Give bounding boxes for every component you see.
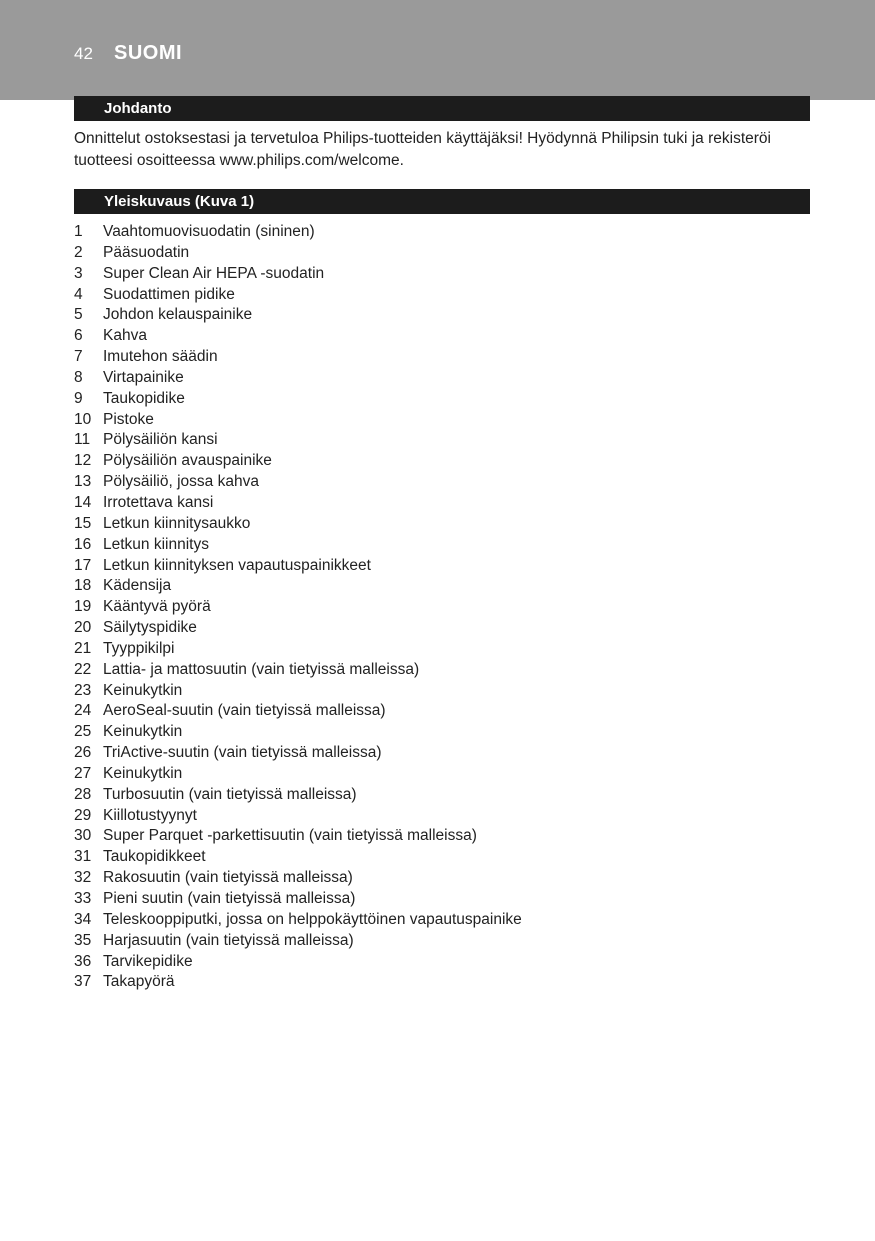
list-item-label: Pääsuodatin <box>103 243 190 261</box>
list-item-label: Taukopidike <box>103 389 185 407</box>
list-item <box>74 972 814 993</box>
list-item <box>74 305 814 326</box>
page-number: 42 <box>74 44 93 63</box>
list-item-number: 19 <box>74 598 92 616</box>
list-item-label: Lattia- ja mattosuutin (vain tietyissä malleissa) <box>103 660 420 678</box>
list-item-number: 11 <box>74 431 91 449</box>
list-item <box>74 701 814 722</box>
list-item-number: 6 <box>74 327 83 345</box>
list-item <box>74 639 814 660</box>
list-item-label: Johdon kelauspainike <box>103 306 253 324</box>
list-item <box>74 931 814 952</box>
list-item <box>74 743 814 764</box>
list-item-number: 30 <box>74 827 92 845</box>
list-item-label: Turbosuutin (vain tietyissä malleissa) <box>103 785 357 803</box>
list-item <box>74 472 814 493</box>
list-item-label: Irrotettava kansi <box>103 493 214 511</box>
list-item-label: Rakosuutin (vain tietyissä malleissa) <box>103 869 353 887</box>
list-item <box>74 764 814 785</box>
list-item <box>74 493 814 514</box>
list-item-label: Letkun kiinnitys <box>103 535 209 553</box>
list-item-number: 12 <box>74 452 92 470</box>
list-item-number: 13 <box>74 473 92 491</box>
list-item-number: 7 <box>74 348 83 366</box>
list-item-number: 35 <box>74 931 92 949</box>
list-item-number: 14 <box>74 493 92 511</box>
list-item <box>74 430 814 451</box>
list-item-number: 23 <box>74 681 92 699</box>
list-item-label: Kiillotustyynyt <box>103 806 197 824</box>
list-item <box>74 889 814 910</box>
list-item <box>74 535 814 556</box>
list-item <box>74 847 814 868</box>
list-item <box>74 347 814 368</box>
parts-list <box>74 222 814 993</box>
list-item-number: 24 <box>74 702 92 720</box>
list-item-number: 2 <box>74 243 83 261</box>
list-item <box>74 326 814 347</box>
list-item-label: Kääntyvä pyörä <box>103 598 211 616</box>
list-item <box>74 910 814 931</box>
section-heading-intro: Johdanto <box>74 96 810 121</box>
list-item-number: 27 <box>74 764 92 782</box>
list-item-number: 1 <box>74 223 83 240</box>
list-item-number: 26 <box>74 744 92 762</box>
list-item-number: 18 <box>74 577 92 595</box>
list-item-label: Super Clean Air HEPA -suodatin <box>103 264 325 282</box>
list-item-label: Taukopidikkeet <box>103 848 206 866</box>
list-item-number: 32 <box>74 869 92 887</box>
list-item <box>74 576 814 597</box>
list-item-label: TriActive-suutin (vain tietyissä malleissa) <box>103 744 382 762</box>
list-item-number: 22 <box>74 660 92 678</box>
list-item-label: AeroSeal-suutin (vain tietyissä malleissa) <box>103 702 386 720</box>
list-item-label: Pieni suutin (vain tietyissä malleissa) <box>103 890 356 907</box>
list-item-label: Pölysäiliön kansi <box>103 431 218 449</box>
list-item-label: Pistoke <box>103 410 154 428</box>
list-item-number: 3 <box>74 264 83 282</box>
list-item <box>74 868 814 889</box>
list-item <box>74 389 814 410</box>
list-item-label: Teleskooppiputki, jossa on helppokäyttöinen vapautuspainike <box>103 910 522 928</box>
list-item-number: 34 <box>74 910 92 928</box>
list-item-label: Kahva <box>103 327 147 345</box>
list-item-number: 9 <box>74 389 83 407</box>
list-item <box>74 451 814 472</box>
list-item <box>74 368 814 389</box>
list-item-label: Virtapainike <box>103 368 184 386</box>
list-item-label: Harjasuutin (vain tietyissä malleissa) <box>103 931 354 949</box>
list-item <box>74 952 814 973</box>
list-item-number: 5 <box>74 306 83 324</box>
list-item-number: 37 <box>74 973 92 991</box>
list-item-label: Keinukytkin <box>103 723 183 741</box>
list-item <box>74 514 814 535</box>
list-item <box>74 618 814 639</box>
list-item-label: Letkun kiinnityksen vapautuspainikkeet <box>103 556 371 574</box>
list-item-number: 10 <box>74 410 92 428</box>
list-item <box>74 264 814 285</box>
intro-paragraph: Onnittelut ostoksestasi ja tervetuloa Philips-tuotteiden käyttäjäksi! Hyödynnä Philipsin tuki ja rekisteröi tuotteesi osoitteessa www.philips.com/welcome. <box>74 130 771 169</box>
list-item-number: 33 <box>74 890 92 907</box>
list-item <box>74 285 814 306</box>
list-item-number: 17 <box>74 556 92 574</box>
list-item-number: 8 <box>74 368 83 386</box>
list-item-number: 28 <box>74 785 92 803</box>
list-item-number: 25 <box>74 723 92 741</box>
list-item-number: 31 <box>74 848 92 866</box>
language-title: SUOMI <box>114 42 183 64</box>
list-item-number: 20 <box>74 619 92 637</box>
list-item <box>74 722 814 743</box>
list-item-label: Säilytyspidike <box>103 619 197 637</box>
list-item-label: Tarvikepidike <box>103 952 193 970</box>
list-item <box>74 681 814 702</box>
list-item <box>74 660 814 681</box>
list-item <box>74 556 814 577</box>
list-item-label: Vaahtomuovisuodatin (sininen) <box>103 223 315 240</box>
list-item <box>74 806 814 827</box>
list-item-number: 15 <box>74 514 92 532</box>
list-item-label: Suodattimen pidike <box>103 285 235 303</box>
page-header-band <box>0 0 875 100</box>
list-item-label: Letkun kiinnitysaukko <box>103 514 251 532</box>
list-item-number: 29 <box>74 806 92 824</box>
list-item-label: Pölysäiliö, jossa kahva <box>103 473 259 491</box>
list-item-label: Keinukytkin <box>103 681 183 699</box>
list-item-label: Imutehon säädin <box>103 348 218 366</box>
list-item-label: Super Parquet -parkettisuutin (vain tietyissä malleissa) <box>103 827 477 845</box>
list-item-number: 4 <box>74 285 83 303</box>
list-item-number: 36 <box>74 952 92 970</box>
list-item <box>74 826 814 847</box>
section-heading-overview: Yleiskuvaus (Kuva 1) <box>74 189 810 214</box>
list-item-label: Kädensija <box>103 577 172 595</box>
list-item <box>74 243 814 264</box>
list-item <box>74 222 814 243</box>
list-item <box>74 410 814 431</box>
list-item <box>74 785 814 806</box>
list-item <box>74 597 814 618</box>
list-item-label: Tyyppikilpi <box>103 639 175 657</box>
list-item-label: Keinukytkin <box>103 764 183 782</box>
list-item-number: 21 <box>74 639 92 657</box>
list-item-label: Takapyörä <box>103 973 175 991</box>
list-item-label: Pölysäiliön avauspainike <box>103 452 272 470</box>
list-item-number: 16 <box>74 535 92 553</box>
